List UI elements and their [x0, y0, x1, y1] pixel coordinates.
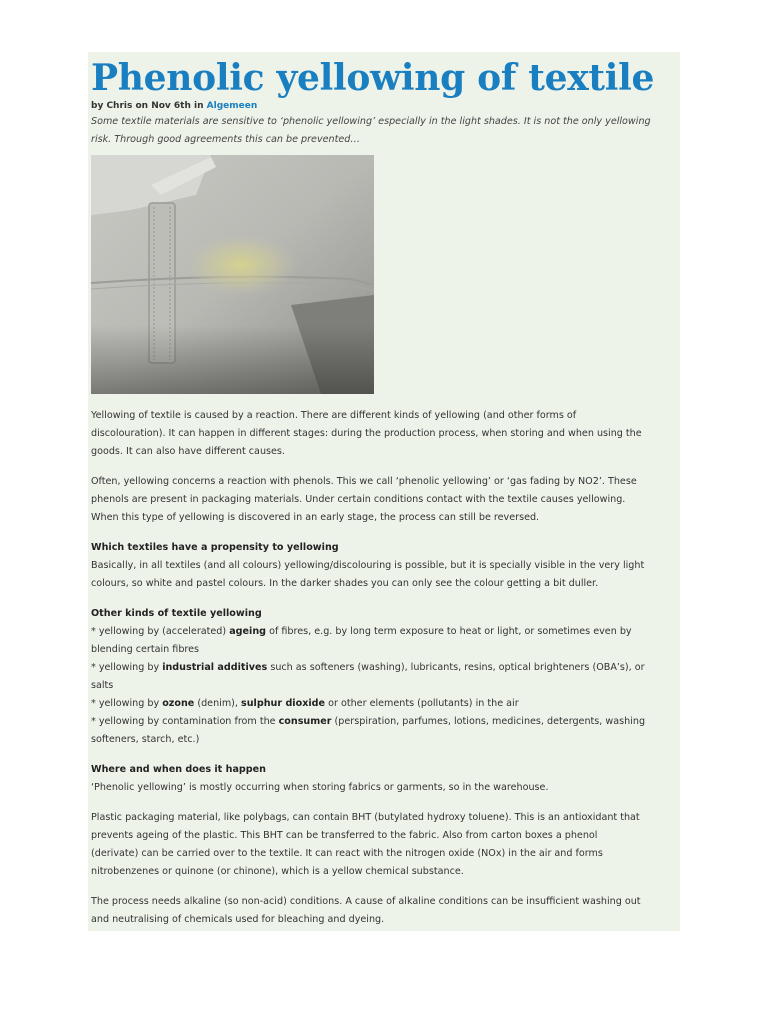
byline-text: by Chris on Nov 6th in	[91, 101, 207, 111]
text-line: discolouration). It can happen in different stages: during the production process, when storing and when using the	[91, 428, 642, 439]
bold-term: ageing	[229, 626, 267, 637]
section-where-when	[91, 761, 677, 797]
section-heading: Where and when does it happen	[91, 764, 266, 775]
text-line: or other elements (pollutants) in the air	[325, 698, 519, 709]
text-line: Plastic packaging material, like polybags, can contain BHT (butylated hydroxy toluene). This is an antioxidant that	[91, 812, 640, 823]
section-other-yellowing	[91, 605, 677, 749]
text-line: * yellowing by	[91, 698, 163, 709]
text-line: phenols are present in packaging materials. Under certain conditions contact with the textile causes yellowing.	[91, 494, 626, 505]
article-body	[91, 394, 677, 929]
text-line: prevents ageing of the plastic. This BHT can be transferred to the fabric. Also from carton boxes a phenol	[91, 830, 598, 841]
paragraph	[91, 473, 677, 527]
text-line: blending certain fibres	[91, 644, 200, 655]
paragraph	[91, 407, 677, 461]
paragraph	[91, 893, 677, 929]
text-line: * yellowing by (accelerated)	[91, 626, 230, 637]
text-line: salts	[91, 680, 114, 691]
stained-white-garment-photo-icon	[91, 155, 374, 394]
bold-term: consumer	[278, 716, 332, 727]
text-line: When this type of yellowing is discovered in an early stage, the process can still be reversed.	[91, 512, 540, 523]
text-line: Basically, in all textiles (and all colours) yellowing/discolouring is possible, but it is specially visible in the very light	[91, 560, 645, 571]
text-line: softeners, starch, etc.)	[91, 734, 200, 745]
article-title: Phenolic yellowing of textile	[91, 57, 655, 99]
text-line: of fibres, e.g. by long term exposure to heat or light, or sometimes even by	[266, 626, 632, 637]
byline	[91, 100, 677, 112]
article-page	[88, 52, 680, 931]
bold-term: industrial additives	[162, 662, 268, 673]
intro-text	[91, 113, 677, 149]
section-textiles	[91, 539, 677, 593]
intro-line: risk. Through good agreements this can be prevented…	[91, 134, 360, 145]
bold-term: sulphur dioxide	[241, 698, 326, 709]
intro-line: Some textile materials are sensitive to ‘phenolic yellowing’ especially in the light shades. It is not the only yellowing	[91, 116, 651, 127]
text-line: nitrobenzenes or quinone (or chinone), which is a yellow chemical substance.	[91, 866, 464, 877]
paragraph	[91, 809, 677, 881]
category-link[interactable]: Algemeen	[206, 101, 258, 111]
bold-term: ozone	[162, 698, 195, 709]
section-heading: Which textiles have a propensity to yellowing	[91, 542, 339, 553]
text-line: Often, yellowing concerns a reaction with phenols. This we call ‘phenolic yellowing’ or ‘gas fading by NO2’. These	[91, 476, 637, 487]
text-line: Yellowing of textile is caused by a reaction. There are different kinds of yellowing (and other forms of	[91, 410, 577, 421]
text-line: The process needs alkaline (so non-acid) conditions. A cause of alkaline conditions can be insufficient washing out	[91, 896, 641, 907]
text-line: ‘Phenolic yellowing’ is mostly occurring when storing fabrics or garments, so in the warehouse.	[91, 782, 549, 793]
text-line: goods. It can also have different causes.	[91, 446, 285, 457]
text-line: (denim),	[194, 698, 242, 709]
text-line: (perspiration, parfumes, lotions, medicines, detergents, washing	[331, 716, 646, 727]
text-line: * yellowing by	[91, 662, 163, 673]
text-line: and neutralising of chemicals used for bleaching and dyeing.	[91, 914, 385, 925]
text-line: (derivate) can be carried over to the textile. It can react with the nitrogen oxide (NOx) in the air and forms	[91, 848, 603, 859]
text-line: colours, so white and pastel colours. In the darker shades you can only see the colour getting a bit duller.	[91, 578, 599, 589]
text-line: * yellowing by contamination from the	[91, 716, 279, 727]
garment-photo	[91, 155, 374, 394]
text-line: such as softeners (washing), lubricants, resins, optical brighteners (OBA’s), or	[267, 662, 645, 673]
article-content	[91, 52, 677, 929]
section-heading: Other kinds of textile yellowing	[91, 608, 262, 619]
